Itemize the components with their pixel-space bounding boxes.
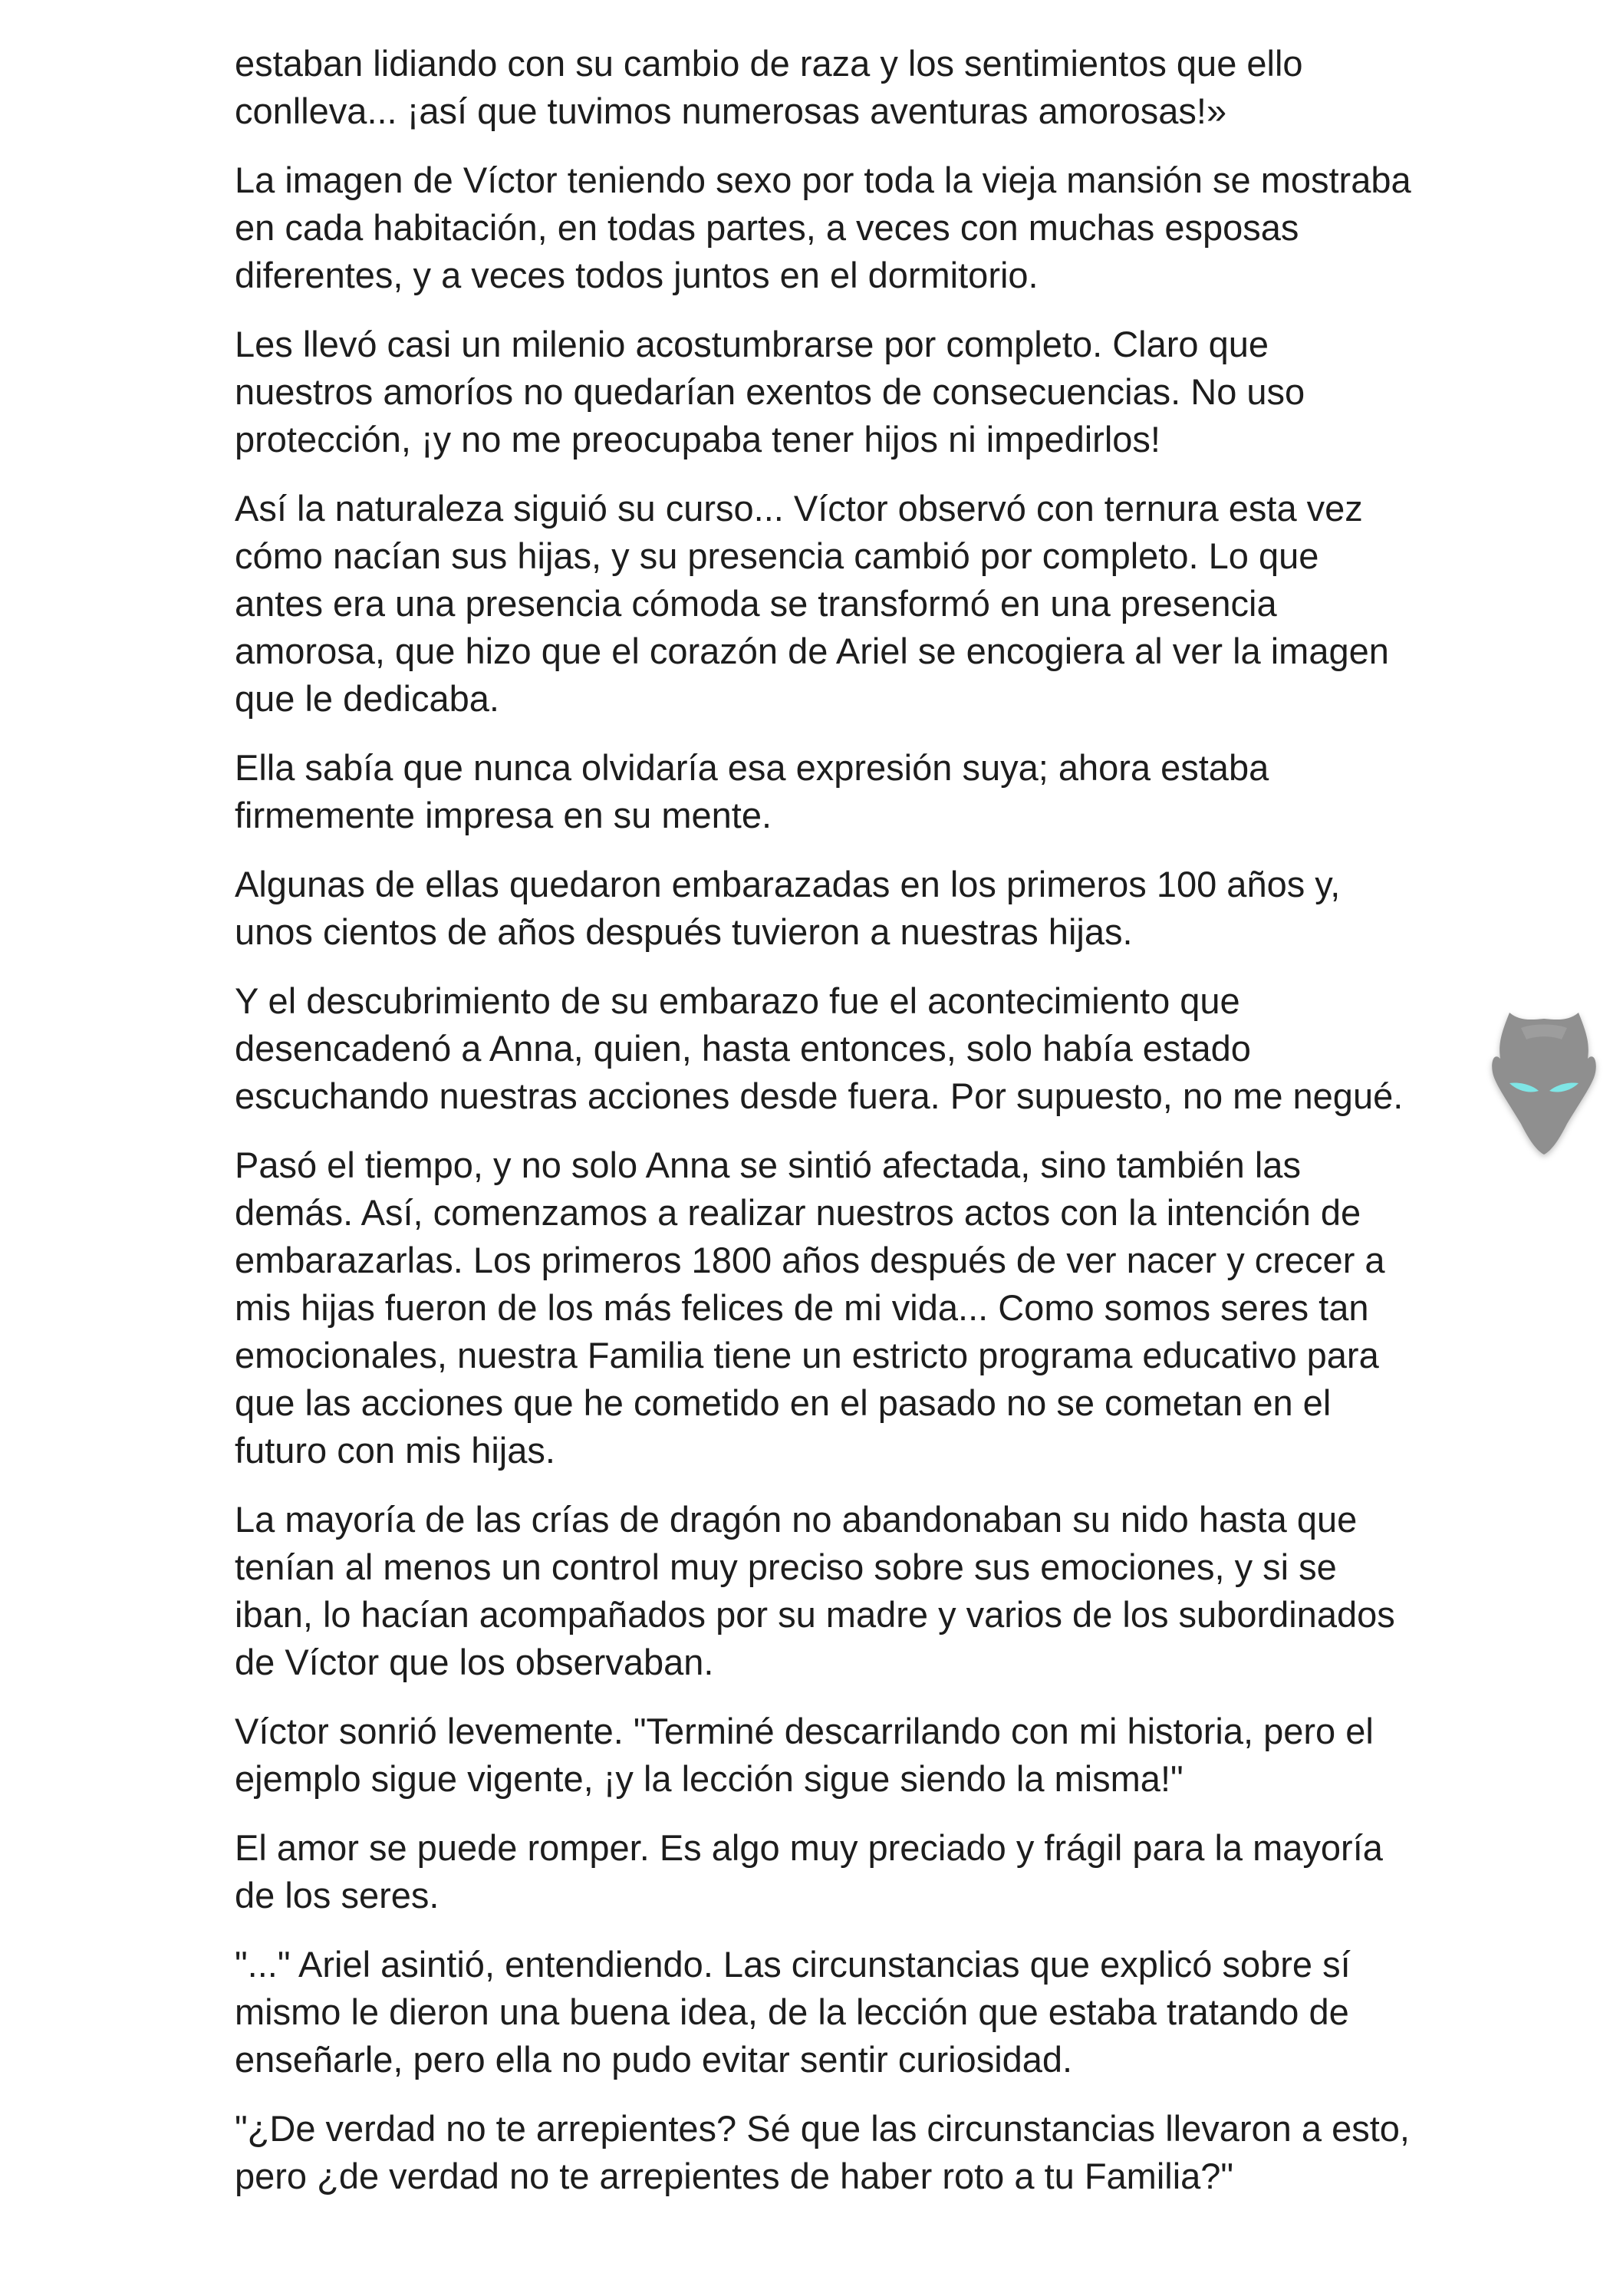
paragraph: "¿De verdad no te arrepientes? Sé que las circunstancias llevaron a esto, pero ¿de verdad no te arrepientes de haber roto a tu Familia?" [235, 2108, 1410, 2196]
paragraph: estaban lidiando con su cambio de raza y los sentimientos que ello conlleva... ¡así que tuvimos numerosas aventuras amorosas!» [235, 43, 1303, 131]
paragraph: El amor se puede romper. Es algo muy preciado y frágil para la mayoría de los seres. [235, 1827, 1383, 1916]
paragraph: Y el descubrimiento de su embarazo fue el acontecimiento que desencadenó a Anna, quien, hasta entonces, solo había estado escuchando nuestras acciones desde fuera. Por supuesto, no me negué. [235, 980, 1404, 1116]
document-body [235, 40, 1416, 2222]
paragraph: Así la naturaleza siguió su curso... Víctor observó con ternura esta vez cómo nacían sus hijas, y su presencia cambió por completo. Lo que antes era una presencia cómoda se transformó en una presencia amorosa, que hizo que el corazón de Ariel se encogiera al ver la imagen que le dedicaba. [235, 488, 1389, 719]
paragraph: Ella sabía que nunca olvidaría esa expresión suya; ahora estaba firmemente impresa en su mente. [235, 747, 1269, 835]
paragraph: Algunas de ellas quedaron embarazadas en los primeros 100 años y, unos cientos de años después tuvieron a nuestras hijas. [235, 864, 1341, 952]
paragraph: Víctor sonrió levemente. "Terminé descarrilando con mi historia, pero el ejemplo sigue vigente, ¡y la lección sigue siendo la misma!" [235, 1711, 1374, 1799]
paragraph: Les llevó casi un milenio acostumbrarse por completo. Claro que nuestros amoríos no quedarían exentos de consecuencias. No uso protección, ¡y no me preocupaba tener hijos ni impedirlos! [235, 324, 1305, 460]
paragraph: Pasó el tiempo, y no solo Anna se sintió afectada, sino también las demás. Así, comenzamos a realizar nuestros actos con la intención de embarazarlas. Los primeros 1800 años después de ver nacer y crecer a mis hijas fueron de los más felices de mi vida... Como somos seres tan emocionales, nuestra Familia tiene un estricto programa educativo para que las acciones que he cometido en el pasado no se cometan en el futuro con mis hijas. [235, 1145, 1385, 1471]
demon-head-icon [1479, 997, 1609, 1166]
paragraph: La imagen de Víctor teniendo sexo por toda la vieja mansión se mostraba en cada habitación, en todas partes, a veces con muchas esposas diferentes, y a veces todos juntos en el dormitorio. [235, 160, 1411, 295]
paragraph: La mayoría de las crías de dragón no abandonaban su nido hasta que tenían al menos un control muy preciso sobre sus emociones, y si se iban, lo hacían acompañados por su madre y varios de los subordinados de Víctor que los observaban. [235, 1499, 1395, 1682]
paragraph: "..." Ariel asintió, entendiendo. Las circunstancias que explicó sobre sí mismo le dieron una buena idea, de la lección que estaba tratando de enseñarle, pero ella no pudo evitar sentir curiosidad. [235, 1944, 1351, 2080]
